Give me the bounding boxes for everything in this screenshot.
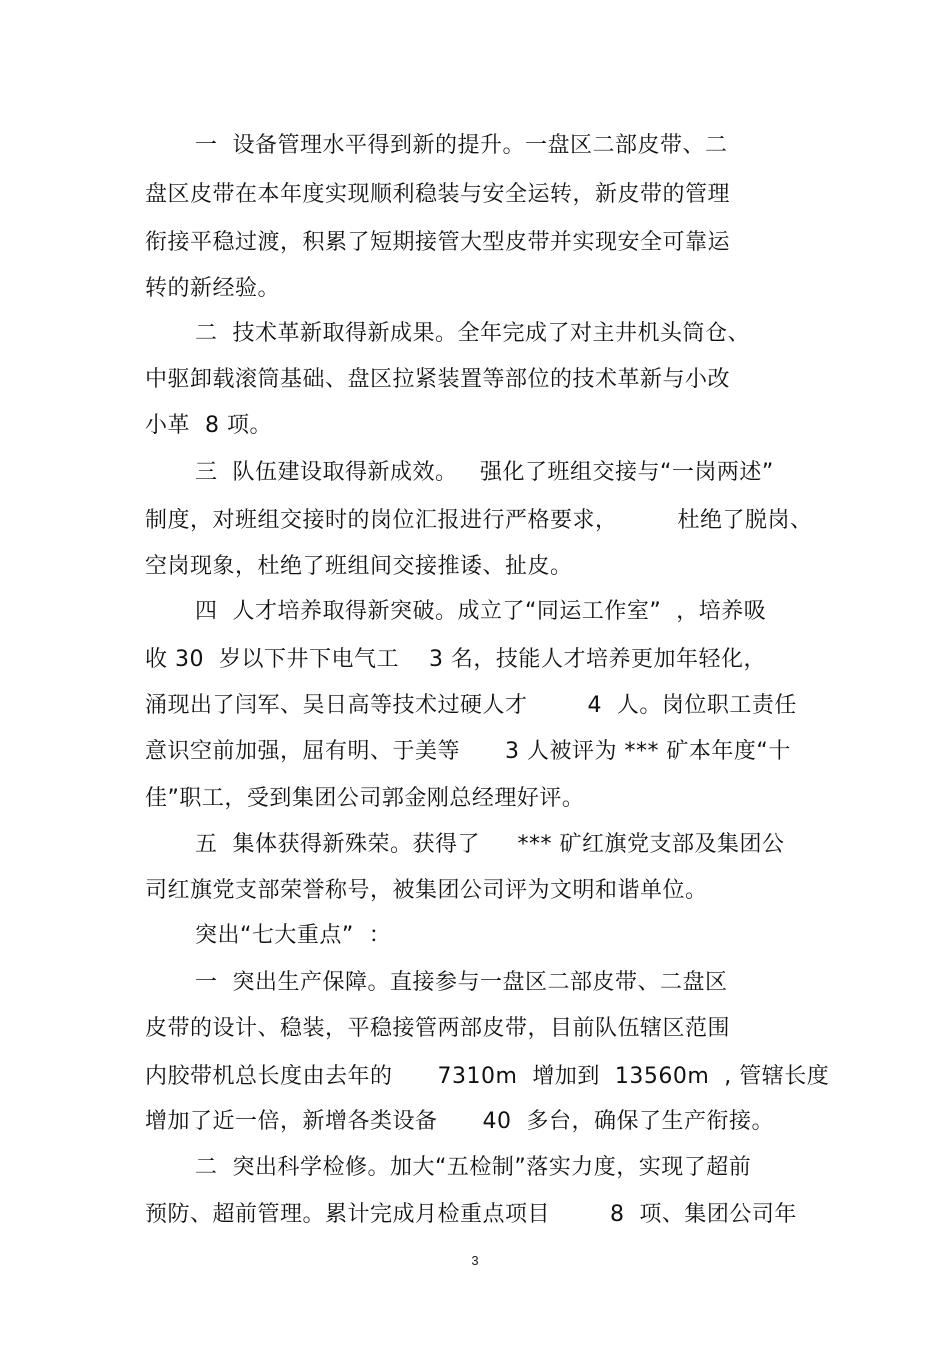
paragraph-4-line-3: 涌现出了闫军、吴日高等技术过硬人才 4 人。岗位职工责任 <box>145 693 797 718</box>
paragraph-5-line-1: 五 集体获得新殊荣。获得了 *** 矿红旗党支部及集团公 <box>195 832 785 857</box>
paragraph-7-line-3: 内胶带机总长度由去年的 7310m 增加到 13560m , 管辖长度 <box>145 1064 830 1089</box>
paragraph-4-line-4: 意识空前加强，屈有明、于美等 3 人被评为 *** 矿本年度“十 <box>145 739 791 764</box>
paragraph-1-line-3: 衔接平稳过渡，积累了短期接管大型皮带并实现安全可靠运 <box>145 230 731 255</box>
paragraph-5-line-2: 司红旗党支部荣誉称号，被集团公司评为文明和谐单位。 <box>145 878 708 903</box>
paragraph-2-line-2: 中驱卸载滚筒基础、盘区拉紧装置等部位的技术革新与小改 <box>145 367 731 392</box>
paragraph-4-line-5: 佳”职工，受到集团公司郭金刚总经理好评。 <box>145 786 585 811</box>
paragraph-1-line-1: 一 设备管理水平得到新的提升。一盘区二部皮带、二 <box>195 133 728 158</box>
paragraph-3-line-3: 空岗现象，杜绝了班组间交接推诿、扯皮。 <box>145 554 573 579</box>
paragraph-7-line-1: 一 突出生产保障。直接参与一盘区二部皮带、二盘区 <box>195 970 728 995</box>
paragraph-2-line-1: 二 技术革新取得新成果。全年完成了对主井机头筒仓、 <box>195 321 750 346</box>
paragraph-4-line-1: 四 人才培养取得新突破。成立了“同运工作室” ，培养吸 <box>195 599 767 624</box>
paragraph-7-line-4: 增加了近一倍，新增各类设备 40 多台，确保了生产衔接。 <box>145 1109 774 1134</box>
paragraph-8-line-1: 二 突出科学检修。加大“五检制”落实力度，实现了超前 <box>195 1155 752 1180</box>
paragraph-3-line-1: 三 队伍建设取得新成效。 强化了班组交接与“一岗两述” <box>195 460 774 485</box>
paragraph-1-line-4: 转的新经验。 <box>145 276 281 301</box>
section-heading-seven-priorities: 突出“七大重点” ： <box>195 923 392 948</box>
paragraph-7-line-2: 皮带的设计、稳装，平稳接管两部皮带，目前队伍辖区范围 <box>145 1016 731 1041</box>
paragraph-3-line-2: 制度，对班组交接时的岗位汇报进行严格要求， 杜绝了脱岗、 <box>145 508 813 533</box>
paragraph-2-line-3: 小革 8 项。 <box>145 413 272 438</box>
paragraph-8-line-2: 预防、超前管理。累计完成月检重点项目 8 项、集团公司年 <box>145 1202 797 1227</box>
page-number: 3 <box>471 1253 479 1268</box>
paragraph-1-line-2: 盘区皮带在本年度实现顺利稳装与安全运转，新皮带的管理 <box>145 182 731 207</box>
paragraph-4-line-2: 收 30 岁以下井下电气工 3 名，技能人才培养更加年轻化， <box>145 647 766 672</box>
